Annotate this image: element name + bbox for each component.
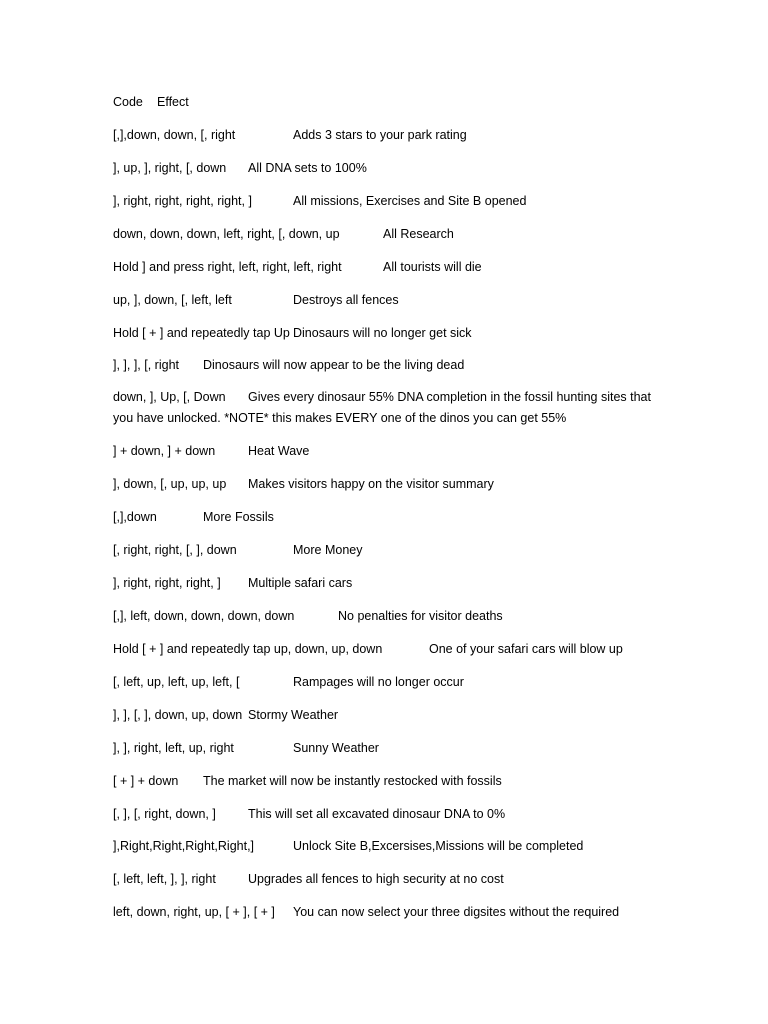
cheat-row: [113, 641, 753, 657]
cheat-code: [ + ] + down: [113, 774, 179, 788]
cheat-effect: All DNA sets to 100%: [248, 161, 367, 175]
cheat-effect: Dinosaurs will now appear to be the living dead: [203, 358, 465, 372]
cheat-row: [113, 476, 753, 492]
cheat-code: ], ], ], [, right: [113, 358, 179, 372]
cheat-effect: Multiple safari cars: [248, 576, 353, 590]
cheat-code: [,],down: [113, 510, 157, 524]
cheat-code: up, ], down, [, left, left: [113, 293, 232, 307]
cheat-row: [113, 292, 753, 308]
cheat-code: down, down, down, left, right, [, down, up: [113, 227, 340, 241]
cheat-effect: All tourists will die: [383, 260, 482, 274]
cheat-row: [113, 773, 753, 789]
cheat-code: ], down, [, up, up, up: [113, 477, 227, 491]
cheat-code: [,], left, down, down, down, down: [113, 609, 295, 623]
cheat-row: [113, 357, 753, 373]
cheat-code: down, ], Up, [, Down: [113, 390, 226, 404]
cheat-row: [113, 707, 753, 723]
cheat-code: ], ], right, left, up, right: [113, 741, 234, 755]
cheat-code: Hold ] and press right, left, right, left, right: [113, 260, 342, 274]
cheat-row: [113, 871, 753, 887]
cheat-code: left, down, right, up, [ + ], [ + ]: [113, 905, 275, 919]
cheat-code: Hold [ + ] and repeatedly tap Up: [113, 326, 290, 340]
cheat-row: [113, 674, 753, 690]
cheat-effect: More Fossils: [203, 510, 274, 524]
cheat-code: [, ], [, right, down, ]: [113, 807, 216, 821]
cheat-code: Hold [ + ] and repeatedly tap up, down, up, down: [113, 642, 383, 656]
cheat-effect: The market will now be instantly restocked with fossils: [203, 774, 502, 788]
cheat-code: ], right, right, right, ]: [113, 576, 221, 590]
cheat-code: [, right, right, [, ], down: [113, 543, 237, 557]
cheat-effect: No penalties for visitor deaths: [338, 609, 503, 623]
cheat-row: [113, 387, 673, 429]
cheat-row: [113, 259, 753, 275]
cheat-effect: Dinosaurs will no longer get sick: [293, 326, 472, 340]
cheat-code: [, left, up, left, up, left, [: [113, 675, 240, 689]
cheat-effect: Unlock Site B,Excersises,Missions will be completed: [293, 839, 584, 853]
cheat-row: [113, 127, 753, 143]
cheat-row: [113, 740, 753, 756]
cheat-row: [113, 193, 753, 209]
cheat-row: [113, 226, 753, 242]
cheat-code: [, left, left, ], ], right: [113, 872, 216, 886]
cheat-row: [113, 904, 753, 920]
cheat-effect: Makes visitors happy on the visitor summary: [248, 477, 494, 491]
cheat-row: [113, 575, 753, 591]
cheat-effect: All missions, Exercises and Site B opened: [293, 194, 527, 208]
code-column-header: Code: [113, 95, 143, 109]
cheat-effect: Adds 3 stars to your park rating: [293, 128, 467, 142]
cheat-effect: This will set all excavated dinosaur DNA to 0%: [248, 807, 506, 821]
cheat-row: [113, 806, 753, 822]
effect-column-header: Effect: [157, 95, 189, 109]
cheat-code: [,],down, down, [, right: [113, 128, 236, 142]
cheat-effect: Destroys all fences: [293, 293, 399, 307]
cheat-effect: Heat Wave: [248, 444, 310, 458]
cheat-code: ], ], [, ], down, up, down: [113, 708, 243, 722]
cheat-row: [113, 325, 753, 341]
cheat-code: ], right, right, right, right, ]: [113, 194, 252, 208]
cheat-effect: One of your safari cars will blow up: [429, 642, 623, 656]
cheat-row: [113, 608, 753, 624]
cheat-code: ], up, ], right, [, down: [113, 161, 227, 175]
cheat-effect: Sunny Weather: [293, 741, 379, 755]
table-header: [113, 94, 753, 110]
cheat-effect: More Money: [293, 543, 363, 557]
cheat-effect: You can now select your three digsites without the required: [293, 905, 620, 919]
cheat-row: [113, 542, 753, 558]
cheat-row: [113, 509, 753, 525]
cheat-effect: Stormy Weather: [248, 708, 339, 722]
cheat-row: [113, 160, 753, 176]
cheat-code: ],Right,Right,Right,Right,]: [113, 839, 255, 853]
cheat-effect: Rampages will no longer occur: [293, 675, 464, 689]
cheat-effect: Gives every dinosaur 55% DNA completion in the fossil hunting sites that you have unlocked. *NOTE* this makes EVERY one of the dinos you can get 55%: [113, 390, 651, 425]
cheat-code: ] + down, ] + down: [113, 444, 216, 458]
cheat-effect: All Research: [383, 227, 454, 241]
cheat-row: [113, 838, 753, 854]
cheat-effect: Upgrades all fences to high security at no cost: [248, 872, 504, 886]
cheat-row: [113, 443, 753, 459]
